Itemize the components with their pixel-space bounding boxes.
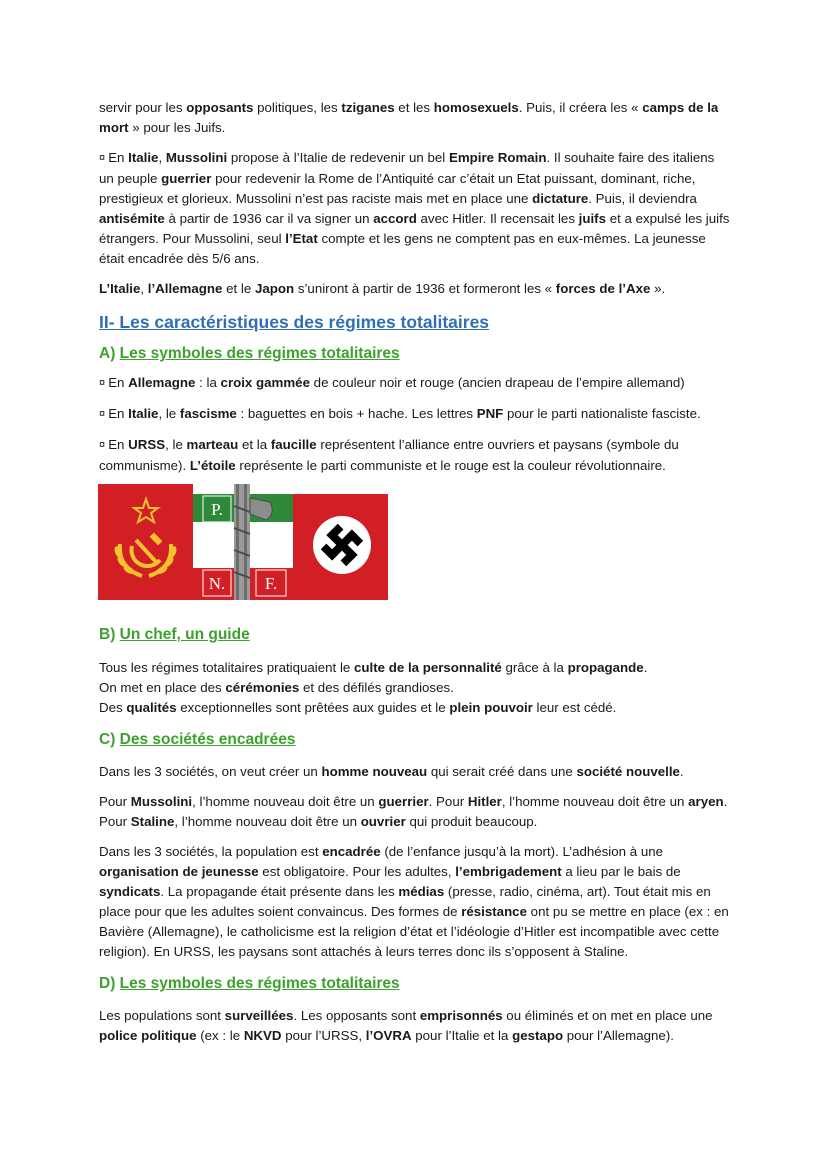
paragraph-germany-symbol: ¤ En Allemagne : la croix gammée de couleur noir et rouge (ancien drapeau de l’empire allemand): [99, 375, 685, 390]
paragraph-population-control: Dans les 3 sociétés, la population est encadrée (de l’enfance jusqu’à la mort). L’adhésion à une organisation de jeunesse est obligatoire. Pour les adultes, l’embrigadement a lieu par le bais de syndicats. La propagande était présente dans les médias (presse, radio, cinéma, art). Tout était mis en place pour que les adultes soient convaincus. Des formes de résistance ont pu se mettre en place (ex : en Bavière (Allemagne), le catholicisme est la religion d’état et l’idéologie d’Hitler est incompatible avec cette religion). En URSS, les paysans sont attachés à leurs terres donc ils s’opposent à Staline.: [99, 844, 729, 959]
paragraph-axis: L’Italie, l’Allemagne et le Japon s’uniront à partir de 1936 et formeront les « forces de l’Axe ».: [99, 281, 666, 296]
paragraph-italy-symbol: ¤ En Italie, le fascisme : baguettes en bois + hache. Les lettres PNF pour le parti nationaliste fasciste.: [99, 406, 701, 421]
subsection-heading-b: B) Un chef, un guide: [99, 626, 250, 643]
paragraph-surveillance: Les populations sont surveillées. Les opposants sont emprisonnés ou éliminés et on met en place une police politique (ex : le NKVD pour l’URSS, l’OVRA pour l’Italie et la gestapo pour l’Allemagne).: [99, 1008, 713, 1043]
flag-letter-f: F.: [264, 574, 278, 593]
bullet-square-icon: ¤: [99, 408, 109, 420]
paragraph-leaders-ideal: Pour Mussolini, l’homme nouveau doit être un guerrier. Pour Hitler, l’homme nouveau doit être un aryen. Pour Staline, l’homme nouveau doit être un ouvrier qui produit beaucoup.: [99, 794, 728, 829]
bullet-square-icon: ¤: [99, 439, 109, 451]
flag-letter-p: P.: [211, 500, 223, 519]
paragraph-italy-mussolini: ¤ En Italie, Mussolini propose à l’Italie de redevenir un bel Empire Romain. Il souhaite faire des italiens un peuple guerrier pour redevenir la Rome de l’Antiquité car c’était un Etat puissant, dominant, riche, prestigieux et glorieux. Mussolini n’est pas raciste mais met en place une dictature. Puis, il deviendra antisémite à partir de 1936 car il va signer un accord avec Hitler. Il recensait les juifs et a expulsé les juifs étrangers. Pour Mussolini, seul l’Etat compte et les gens ne comptent pas en eux-mêmes. La jeunesse était encadrée dès 5/6 ans.: [99, 150, 730, 266]
pnf-flag-image: [193, 484, 293, 600]
document-page: [99, 98, 731, 1046]
bullet-square-icon: ¤: [99, 152, 109, 164]
paragraph-urss-symbol: ¤ En URSS, le marteau et la faucille représentent l’alliance entre ouvriers et paysans (symbole du communisme). L’étoile représente le parti communiste et le rouge est la couleur révolutionnaire.: [99, 437, 679, 473]
subsection-heading-c: C) Des sociétés encadrées: [99, 731, 296, 748]
bullet-square-icon: ¤: [99, 377, 109, 389]
totalitarian-flags-image: [98, 484, 388, 600]
subsection-heading-d: D) Les symboles des régimes totalitaires: [99, 975, 400, 992]
subsection-heading-a: A) Les symboles des régimes totalitaires: [99, 345, 400, 362]
section-heading-characteristics: II- Les caractéristiques des régimes totalitaires: [99, 312, 490, 332]
swastika-flag-image: [293, 494, 388, 600]
paragraph-ceremonies: On met en place des cérémonies et des défilés grandioses.: [99, 680, 454, 695]
flag-letter-n: N.: [208, 574, 226, 593]
paragraph-qualities: Des qualités exceptionnelles sont prêtées aux guides et le plein pouvoir leur est cédé.: [99, 700, 617, 715]
paragraph-cult: Tous les régimes totalitaires pratiquaient le culte de la personnalité grâce à la propagande.: [99, 660, 648, 675]
paragraph-new-man: Dans les 3 sociétés, on veut créer un homme nouveau qui serait créé dans une société nouvelle.: [99, 764, 684, 779]
soviet-flag-image: [98, 484, 193, 600]
paragraph-camps: servir pour les opposants politiques, les tziganes et les homosexuels. Puis, il créera les « camps de la mort » pour les Juifs.: [99, 100, 719, 135]
